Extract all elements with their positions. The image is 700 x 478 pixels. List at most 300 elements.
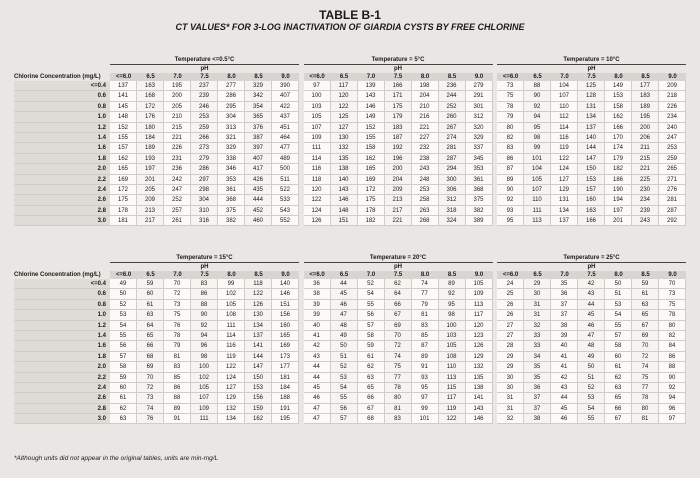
- ct-value-cell: 329: [218, 143, 245, 153]
- table-row: [110, 164, 299, 174]
- ct-value-cell: 73: [164, 300, 191, 310]
- ct-value-cell: 158: [605, 102, 632, 112]
- ct-value-cell: 45: [578, 310, 605, 320]
- ct-value-cell: 47: [331, 310, 358, 320]
- ph-value-header: 9.0: [668, 74, 677, 80]
- ct-value-cell: 78: [632, 393, 659, 403]
- ct-value-cell: 122: [331, 102, 358, 112]
- ct-value-cell: 397: [245, 143, 272, 153]
- ct-value-cell: 65: [632, 310, 659, 320]
- ct-value-cell: 59: [358, 341, 385, 351]
- table-row: [110, 393, 299, 403]
- ct-value-cell: 94: [524, 112, 551, 122]
- ct-value-cell: 95: [524, 123, 551, 133]
- ct-value-cell: 143: [358, 91, 385, 101]
- ct-value-cell: 281: [439, 143, 466, 153]
- ct-value-cell: 74: [632, 362, 659, 372]
- ct-value-cell: 67: [605, 414, 632, 424]
- ct-value-cell: 279: [191, 154, 218, 164]
- ct-value-cell: 39: [304, 310, 331, 320]
- ct-value-cell: 50: [110, 289, 137, 299]
- ct-value-cell: 316: [191, 216, 218, 226]
- ct-value-cell: 216: [412, 112, 439, 122]
- table-row: [304, 279, 493, 289]
- ct-value-cell: 190: [605, 185, 632, 195]
- ct-value-cell: 184: [272, 383, 299, 393]
- table-row: [304, 300, 493, 310]
- ct-value-cell: 73: [659, 289, 686, 299]
- ct-value-cell: 263: [412, 206, 439, 216]
- ct-value-cell: 115: [439, 383, 466, 393]
- ct-value-cell: 48: [578, 341, 605, 351]
- ct-value-cell: 124: [304, 206, 331, 216]
- ct-value-cell: 179: [385, 112, 412, 122]
- ct-value-cell: 124: [551, 164, 578, 174]
- ct-value-cell: 477: [272, 143, 299, 153]
- ct-value-cell: 160: [578, 195, 605, 205]
- ct-value-cell: 132: [218, 404, 245, 414]
- ct-value-cell: 58: [605, 341, 632, 351]
- ct-value-cell: 79: [164, 341, 191, 351]
- ct-value-cell: 143: [466, 404, 493, 414]
- table-row: [497, 352, 686, 362]
- concentration-cell: 1.4: [14, 331, 110, 341]
- concentration-cell: 2.0: [14, 362, 110, 372]
- table-row: [497, 112, 686, 122]
- ct-value-cell: 114: [218, 331, 245, 341]
- ct-value-cell: 194: [605, 195, 632, 205]
- ct-value-cell: 70: [632, 341, 659, 351]
- ct-value-cell: 143: [331, 185, 358, 195]
- ct-value-cell: 61: [605, 362, 632, 372]
- ct-value-cell: 146: [331, 195, 358, 205]
- ct-value-cell: 182: [605, 164, 632, 174]
- table-row: [304, 373, 493, 383]
- ct-value-cell: 49: [110, 279, 137, 289]
- ct-value-cell: 29: [524, 279, 551, 289]
- ct-value-grid: [497, 81, 686, 226]
- ct-value-cell: 63: [137, 310, 164, 320]
- ct-value-cell: 107: [191, 393, 218, 403]
- table-row: [497, 289, 686, 299]
- ct-value-cell: 57: [358, 321, 385, 331]
- ct-value-cell: 159: [245, 404, 272, 414]
- table-row: [304, 112, 493, 122]
- ph-value-header: 6.5: [339, 74, 349, 80]
- table-row: [110, 383, 299, 393]
- ct-value-cell: 100: [191, 362, 218, 372]
- ph-value-header: <=6.0: [502, 272, 519, 278]
- ct-value-cell: 74: [412, 279, 439, 289]
- table-row: [497, 175, 686, 185]
- ct-value-cell: 329: [245, 81, 272, 91]
- ct-value-cell: 60: [605, 352, 632, 362]
- ct-value-cell: 80: [632, 404, 659, 414]
- ct-value-cell: 179: [605, 154, 632, 164]
- ct-value-cell: 56: [110, 341, 137, 351]
- concentration-cell: 1.4: [14, 133, 110, 143]
- ct-value-cell: 61: [137, 300, 164, 310]
- concentration-cell: 2.2: [14, 175, 110, 185]
- ct-value-cell: 98: [191, 352, 218, 362]
- ct-value-cell: 63: [358, 373, 385, 383]
- ct-value-cell: 72: [632, 352, 659, 362]
- ct-value-cell: 221: [632, 164, 659, 174]
- ct-value-cell: 172: [137, 102, 164, 112]
- ct-value-cell: 110: [439, 362, 466, 372]
- ct-value-cell: 67: [358, 404, 385, 414]
- concentration-cell: <=0.4: [14, 81, 110, 91]
- ct-value-cell: 165: [110, 164, 137, 174]
- ct-value-cell: 253: [659, 143, 686, 153]
- ct-value-cell: 184: [137, 133, 164, 143]
- ct-value-cell: 99: [412, 404, 439, 414]
- ct-value-cell: 80: [659, 321, 686, 331]
- table-row: [497, 321, 686, 331]
- ct-value-cell: 122: [304, 195, 331, 205]
- ct-value-cell: 41: [551, 362, 578, 372]
- ct-value-cell: 78: [659, 310, 686, 320]
- ct-value-cell: 29: [497, 362, 524, 372]
- ct-value-cell: 31: [497, 404, 524, 414]
- ct-value-cell: 444: [245, 195, 272, 205]
- ph-value-header: 6.5: [533, 74, 542, 80]
- ct-value-cell: 209: [659, 81, 686, 91]
- ct-value-cell: 387: [245, 133, 272, 143]
- ct-value-cell: 99: [218, 279, 245, 289]
- ct-value-cell: 83: [164, 362, 191, 372]
- ct-value-cell: 160: [272, 321, 299, 331]
- table-row: [304, 383, 493, 393]
- ct-value-cell: 53: [331, 373, 358, 383]
- ph-value-header: 8.0: [420, 272, 430, 278]
- ph-value-header: <=6.0: [115, 74, 132, 80]
- ct-value-cell: 105: [524, 175, 551, 185]
- ct-value-cell: 97: [304, 81, 331, 91]
- ct-value-cell: 107: [304, 123, 331, 133]
- table-row: [497, 102, 686, 112]
- table-row: [304, 414, 493, 424]
- ph-value-header: 7.0: [173, 272, 182, 278]
- ct-value-cell: 90: [659, 373, 686, 383]
- table-row: [497, 81, 686, 91]
- ct-value-cell: 225: [632, 175, 659, 185]
- ct-value-cell: 38: [524, 414, 551, 424]
- temperature-block: [304, 56, 493, 225]
- ct-value-cell: 89: [412, 352, 439, 362]
- ct-value-cell: 437: [272, 112, 299, 122]
- ct-value-cell: 152: [110, 123, 137, 133]
- ct-value-cell: 67: [632, 321, 659, 331]
- ct-value-cell: 44: [331, 279, 358, 289]
- ct-value-cell: 236: [164, 164, 191, 174]
- ct-value-cell: 78: [164, 331, 191, 341]
- temperature-header: Temperature = 25°C: [497, 254, 686, 263]
- ct-value-cell: 130: [331, 133, 358, 143]
- ct-value-cell: 261: [164, 216, 191, 226]
- ct-value-cell: 162: [358, 154, 385, 164]
- table-row: [304, 331, 493, 341]
- table-row: [110, 331, 299, 341]
- temperature-block: [304, 254, 493, 423]
- ct-value-cell: 175: [358, 195, 385, 205]
- ct-value-grid: [110, 279, 299, 424]
- concentration-cell: 1.8: [14, 352, 110, 362]
- ct-value-cell: 64: [137, 321, 164, 331]
- ct-value-cell: 144: [578, 143, 605, 153]
- ct-value-cell: 78: [385, 383, 412, 393]
- ct-value-cell: 382: [218, 216, 245, 226]
- ct-value-cell: 74: [137, 404, 164, 414]
- ct-value-cell: 231: [164, 154, 191, 164]
- table-row: [110, 362, 299, 372]
- ct-value-cell: 81: [164, 352, 191, 362]
- table-row: [110, 373, 299, 383]
- ct-value-cell: 88: [524, 81, 551, 91]
- ct-value-cell: 59: [137, 279, 164, 289]
- ct-value-cell: 197: [605, 206, 632, 216]
- ct-value-cell: 32: [497, 414, 524, 424]
- ct-value-cell: 292: [659, 216, 686, 226]
- ct-value-cell: 77: [632, 383, 659, 393]
- ct-value-cell: 113: [524, 216, 551, 226]
- ct-value-cell: 103: [439, 331, 466, 341]
- ct-value-cell: 368: [466, 185, 493, 195]
- ct-value-cell: 54: [358, 289, 385, 299]
- table-subtitle: CT VALUES* FOR 3-LOG INACTIVATION OF GIARDIA CYSTS BY FREE CHLORINE: [175, 22, 525, 32]
- ct-value-cell: 103: [304, 102, 331, 112]
- ct-value-cell: 45: [551, 404, 578, 414]
- ct-value-cell: 62: [358, 362, 385, 372]
- ct-value-cell: 204: [412, 91, 439, 101]
- ct-value-cell: 157: [110, 143, 137, 153]
- concentration-cell: 2.8: [14, 404, 110, 414]
- ct-value-cell: 62: [385, 279, 412, 289]
- ct-value-cell: 150: [245, 373, 272, 383]
- ct-value-cell: 252: [439, 102, 466, 112]
- ct-value-cell: 204: [385, 175, 412, 185]
- ct-value-grid: [304, 81, 493, 226]
- ct-value-cell: 126: [245, 300, 272, 310]
- ct-value-cell: 165: [272, 331, 299, 341]
- table-row: [110, 216, 299, 226]
- ct-value-cell: 77: [412, 289, 439, 299]
- ct-value-cell: 92: [524, 102, 551, 112]
- ct-value-cell: 73: [497, 81, 524, 91]
- ct-value-cell: 180: [137, 123, 164, 133]
- concentration-cell: 1.6: [14, 143, 110, 153]
- ph-value-header: 9.0: [474, 74, 484, 80]
- ct-value-cell: 54: [578, 404, 605, 414]
- ct-value-cell: 53: [605, 300, 632, 310]
- ct-value-cell: 79: [497, 112, 524, 122]
- ct-value-cell: 56: [358, 310, 385, 320]
- ct-value-cell: 230: [632, 185, 659, 195]
- ct-value-cell: 186: [605, 175, 632, 185]
- ct-value-cell: 55: [578, 414, 605, 424]
- ph-value-header: <=6.0: [309, 74, 325, 80]
- ct-value-cell: 134: [551, 206, 578, 216]
- ct-value-cell: 168: [137, 91, 164, 101]
- ct-value-cell: 43: [304, 352, 331, 362]
- ct-value-cell: 109: [304, 133, 331, 143]
- ct-value-cell: 55: [331, 393, 358, 403]
- ct-value-cell: 201: [605, 216, 632, 226]
- ct-value-cell: 169: [358, 175, 385, 185]
- table-row: [304, 133, 493, 143]
- ct-value-cell: 108: [439, 352, 466, 362]
- ph-value-header: 6.5: [533, 272, 542, 278]
- table-row: [110, 133, 299, 143]
- ct-value-cell: 26: [497, 300, 524, 310]
- ct-value-grid: [304, 279, 493, 424]
- ct-value-cell: 134: [578, 112, 605, 122]
- ct-value-cell: 417: [245, 164, 272, 174]
- ct-value-cell: 172: [110, 185, 137, 195]
- ct-value-cell: 46: [304, 393, 331, 403]
- ct-value-cell: 92: [191, 321, 218, 331]
- ct-value-cell: 75: [385, 362, 412, 372]
- ct-value-cell: 287: [439, 154, 466, 164]
- ct-value-cell: 46: [551, 414, 578, 424]
- concentration-cell: 2.2: [14, 373, 110, 383]
- ct-value-cell: 43: [551, 383, 578, 393]
- ct-value-cell: 132: [331, 143, 358, 153]
- ct-value-cell: 242: [164, 175, 191, 185]
- ct-value-cell: 153: [605, 91, 632, 101]
- ct-value-cell: 117: [331, 81, 358, 91]
- ct-value-cell: 91: [164, 414, 191, 424]
- ct-value-cell: 390: [272, 81, 299, 91]
- ct-value-cell: 253: [191, 112, 218, 122]
- ct-value-cell: 169: [272, 341, 299, 351]
- ct-value-cell: 166: [605, 123, 632, 133]
- ct-value-cell: 81: [412, 310, 439, 320]
- ct-value-cell: 105: [439, 341, 466, 351]
- ct-value-cell: 281: [659, 195, 686, 205]
- ct-value-cell: 266: [191, 133, 218, 143]
- concentration-cell: 1.2: [14, 123, 110, 133]
- ct-value-cell: 52: [358, 279, 385, 289]
- ph-value-header: 6.5: [146, 74, 155, 80]
- table-row: [304, 185, 493, 195]
- ct-value-cell: 88: [659, 362, 686, 372]
- ct-value-cell: 68: [358, 414, 385, 424]
- ph-header: pH: [394, 264, 402, 270]
- ct-value-cell: 177: [632, 81, 659, 91]
- ct-value-grid: [110, 81, 299, 226]
- ct-value-cell: 29: [497, 352, 524, 362]
- ct-value-cell: 312: [439, 195, 466, 205]
- ct-value-cell: 37: [551, 300, 578, 310]
- table-row: [304, 91, 493, 101]
- ct-value-cell: 226: [659, 102, 686, 112]
- ct-value-cell: 247: [164, 185, 191, 195]
- ct-value-cell: 286: [191, 164, 218, 174]
- ct-value-cell: 46: [331, 300, 358, 310]
- ct-value-cell: 113: [466, 300, 493, 310]
- ct-value-cell: 187: [385, 133, 412, 143]
- ct-value-cell: 87: [412, 341, 439, 351]
- ct-value-cell: 60: [110, 383, 137, 393]
- ct-value-cell: 70: [137, 373, 164, 383]
- ct-value-cell: 111: [524, 206, 551, 216]
- ct-value-cell: 141: [245, 341, 272, 351]
- ct-value-cell: 169: [110, 175, 137, 185]
- ct-value-cell: 32: [524, 321, 551, 331]
- ct-value-cell: 117: [439, 393, 466, 403]
- ct-value-cell: 240: [659, 123, 686, 133]
- ct-value-cell: 375: [466, 195, 493, 205]
- table-row: [304, 175, 493, 185]
- ph-value-header: 9.0: [281, 272, 290, 278]
- ct-value-cell: 76: [137, 414, 164, 424]
- ct-value-cell: 83: [497, 143, 524, 153]
- ct-value-cell: 125: [578, 81, 605, 91]
- ct-value-cell: 68: [137, 352, 164, 362]
- ct-value-cell: 70: [659, 279, 686, 289]
- ct-value-cell: 47: [304, 404, 331, 414]
- ct-value-cell: 239: [632, 206, 659, 216]
- ct-value-cell: 92: [439, 289, 466, 299]
- ct-value-cell: 247: [659, 133, 686, 143]
- ct-value-cell: 312: [466, 112, 493, 122]
- table-row: [497, 143, 686, 153]
- ct-value-cell: 300: [439, 175, 466, 185]
- temperature-block: [497, 56, 686, 225]
- ct-value-cell: 243: [632, 216, 659, 226]
- concentration-cell: 2.0: [14, 164, 110, 174]
- ct-value-cell: 96: [191, 341, 218, 351]
- table-row: [497, 133, 686, 143]
- ct-value-cell: 298: [191, 185, 218, 195]
- ph-value-header: <=6.0: [309, 272, 325, 278]
- ct-value-cell: 132: [466, 362, 493, 372]
- ct-value-cell: 137: [578, 123, 605, 133]
- concentration-column: [14, 279, 110, 424]
- ph-value-header: 7.5: [587, 272, 596, 278]
- temperature-header: Temperature = 15°C: [110, 254, 299, 263]
- temperature-header: Temperature = 5°C: [304, 56, 493, 65]
- ct-value-cell: 338: [218, 154, 245, 164]
- ct-value-cell: 118: [304, 175, 331, 185]
- ct-value-cell: 101: [412, 414, 439, 424]
- ct-value-cell: 102: [191, 373, 218, 383]
- ct-value-cell: 217: [137, 216, 164, 226]
- ct-value-cell: 353: [218, 175, 245, 185]
- ct-value-cell: 149: [358, 112, 385, 122]
- ct-value-cell: 206: [632, 133, 659, 143]
- ct-value-cell: 252: [164, 195, 191, 205]
- ct-value-cell: 27: [497, 331, 524, 341]
- ct-value-cell: 205: [137, 185, 164, 195]
- ct-value-cell: 111: [218, 321, 245, 331]
- ct-value-cell: 460: [245, 216, 272, 226]
- ct-value-cell: 31: [497, 393, 524, 403]
- table-row: [110, 175, 299, 185]
- concentration-cell: 0.6: [14, 91, 110, 101]
- ct-value-cell: 162: [110, 154, 137, 164]
- ct-value-cell: 100: [304, 91, 331, 101]
- table-row: [110, 91, 299, 101]
- ct-value-cell: 342: [245, 91, 272, 101]
- ct-value-cell: 79: [412, 300, 439, 310]
- ct-value-cell: 59: [632, 279, 659, 289]
- ct-value-cell: 31: [524, 310, 551, 320]
- ph-value-header: 7.0: [366, 74, 376, 80]
- ct-value-cell: 114: [304, 154, 331, 164]
- ct-value-cell: 135: [466, 373, 493, 383]
